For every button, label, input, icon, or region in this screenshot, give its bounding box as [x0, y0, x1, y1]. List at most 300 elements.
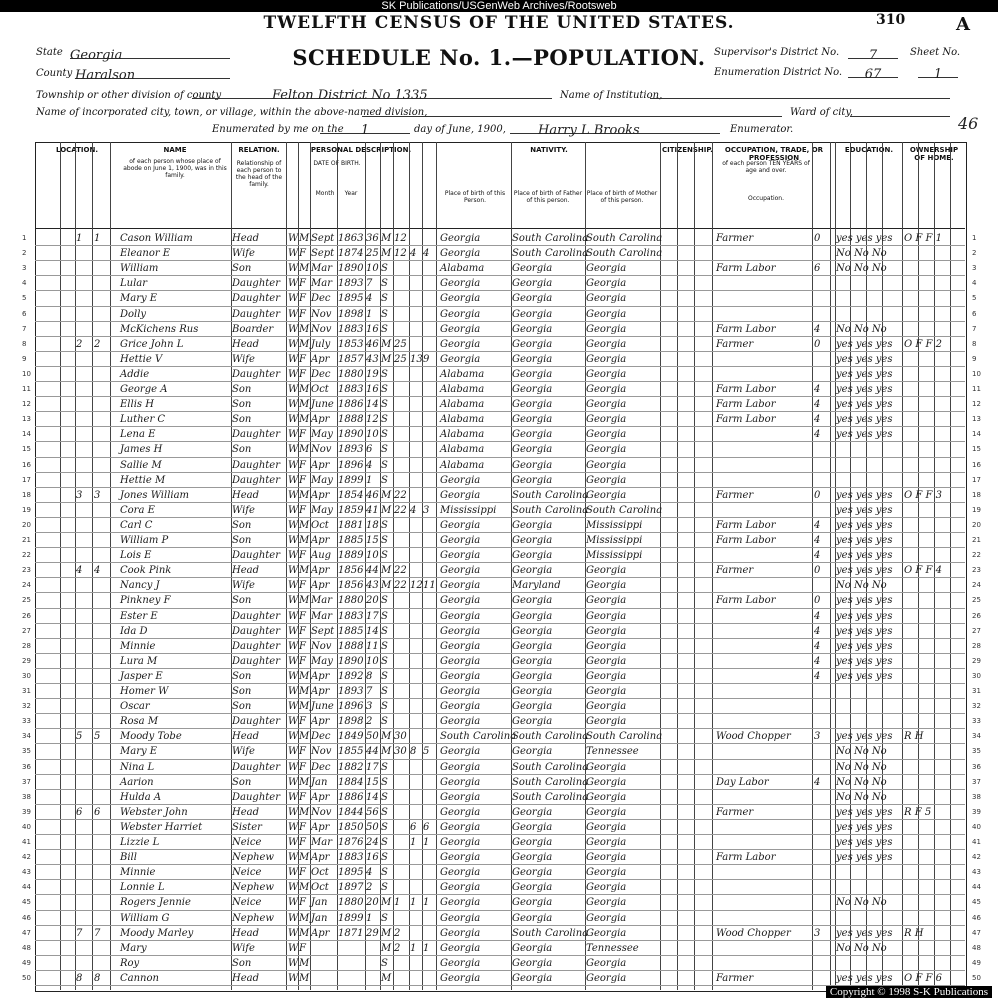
- cell-mpob: Georgia: [586, 580, 627, 592]
- cell-fam: [94, 442, 108, 457]
- cell-mu: [814, 578, 830, 593]
- cell-rel: Son: [232, 686, 252, 697]
- cell-year: 1896: [338, 701, 364, 713]
- cell-pob: Georgia: [440, 746, 481, 758]
- cell-mar: S: [381, 414, 388, 426]
- cell-pob: Georgia: [440, 686, 481, 697]
- cell-fam: [94, 412, 108, 427]
- cell-yrs: [394, 805, 408, 820]
- cell-b2: [423, 382, 435, 397]
- cell-mu: 6: [814, 263, 821, 275]
- cell-name: Hulda A: [120, 791, 162, 803]
- cell-b1: [410, 533, 422, 548]
- cell-fpob: Georgia: [512, 867, 553, 879]
- cell-mu: [814, 684, 830, 699]
- cell-age: 50: [366, 731, 379, 743]
- cell-b1: 1: [410, 942, 417, 954]
- line-number-right: 41: [972, 838, 981, 846]
- cell-own: R H: [904, 927, 924, 939]
- cell-mar: S: [381, 852, 388, 864]
- cell-b1: [410, 805, 422, 820]
- cell-pob: Georgia: [440, 640, 481, 652]
- cell-b2: [423, 307, 435, 322]
- day-value: 1: [360, 123, 370, 138]
- cell-age: 46: [366, 489, 379, 501]
- cell-b2: [423, 276, 435, 291]
- cell-own: [904, 775, 964, 790]
- cell-pob: Alabama: [440, 459, 485, 471]
- cell-yrs: 22: [394, 504, 407, 516]
- cell-sex: M: [299, 338, 310, 350]
- line-number-right: 32: [972, 702, 981, 711]
- cell-name: Webster John: [120, 806, 188, 818]
- cell-mar: M: [381, 504, 392, 516]
- cell-b1: [410, 548, 422, 563]
- cell-mpob: Georgia: [586, 655, 627, 667]
- cell-own: [904, 548, 964, 563]
- cell-rel: Son: [232, 444, 252, 456]
- cell-sex: M: [299, 972, 310, 984]
- cell-rel: Head: [232, 927, 260, 939]
- cell-pob: Georgia: [440, 323, 481, 335]
- line-number-right: 48: [972, 943, 981, 952]
- cell-mu: 4: [814, 399, 821, 411]
- cell-mu: 4: [814, 610, 821, 622]
- cell-color: W: [288, 852, 299, 864]
- cell-b2: 3: [423, 504, 430, 516]
- cell-dw: 6: [76, 806, 83, 818]
- cell-name: William P: [120, 535, 169, 546]
- cell-color: W: [288, 535, 299, 546]
- cell-edu: No No No: [836, 791, 887, 803]
- cell-sex: F: [299, 293, 306, 305]
- cell-own: [904, 261, 964, 276]
- cell-pob: Georgia: [440, 550, 481, 562]
- cell-mar: M: [381, 489, 392, 501]
- cell-b1: [410, 609, 422, 624]
- cell-color: W: [288, 655, 299, 667]
- cell-year: 1890: [338, 429, 364, 441]
- cell-dw: [76, 639, 90, 654]
- cell-mu: [814, 895, 830, 910]
- cell-yrs: [394, 971, 408, 986]
- cell-b2: [423, 518, 435, 533]
- line-number-right: 47: [972, 928, 981, 937]
- cell-own: [904, 503, 964, 518]
- cell-mpob: Georgia: [586, 489, 627, 501]
- cell-fpob: South Carolina: [512, 731, 589, 743]
- line-number: 31: [22, 687, 31, 695]
- cell-mu: [814, 246, 830, 261]
- cell-fpob: Georgia: [512, 535, 553, 546]
- cell-dw: [76, 911, 90, 926]
- column-divider: [660, 142, 661, 990]
- cell-sex: M: [299, 852, 310, 864]
- cell-age: 10: [366, 550, 379, 562]
- cell-pob: Georgia: [440, 489, 481, 501]
- cell-mpob: Georgia: [586, 474, 627, 486]
- cell-fam: [94, 865, 108, 880]
- cell-occ: [716, 442, 812, 457]
- cell-fpob: Georgia: [512, 429, 553, 441]
- cell-rel: Wife: [232, 504, 255, 516]
- line-number-right: 4: [972, 279, 977, 288]
- cell-yrs: [394, 307, 408, 322]
- cell-fpob: Georgia: [512, 565, 553, 577]
- header-month: Month: [315, 190, 335, 197]
- cell-sex: F: [299, 821, 306, 833]
- cell-fpob: Georgia: [512, 806, 553, 818]
- cell-mpob: Tennessee: [586, 942, 639, 954]
- cell-mar: S: [381, 776, 388, 788]
- cell-b2: [423, 775, 435, 790]
- cell-month: Aug: [311, 550, 332, 562]
- cell-fpob: South Carolina: [512, 776, 589, 788]
- cell-dw: [76, 820, 90, 835]
- cell-name: Hettie M: [120, 474, 166, 486]
- cell-sex: M: [299, 519, 310, 531]
- cell-own: [904, 760, 964, 775]
- cell-yrs: [394, 760, 408, 775]
- cell-mu: 4: [814, 384, 821, 395]
- cell-fam: [94, 941, 108, 956]
- cell-sex: F: [299, 474, 306, 486]
- cell-mpob: Tennessee: [586, 746, 639, 758]
- cell-name: Roy: [120, 957, 140, 969]
- cell-mar: S: [381, 323, 388, 335]
- cell-name: Moody Marley: [120, 927, 194, 939]
- cell-fam: [94, 669, 108, 684]
- cell-pob: Georgia: [440, 308, 481, 320]
- cell-color: W: [288, 353, 299, 365]
- cell-month: Dec: [311, 293, 331, 305]
- cell-month: Apr: [311, 821, 330, 833]
- header-name-desc: of each person whose place of abode on June 1, 1900, was in this family.: [123, 158, 227, 179]
- cell-yrs: 30: [394, 746, 407, 758]
- cell-age: 36: [366, 233, 379, 244]
- cell-b1: [410, 624, 422, 639]
- cell-color: W: [288, 278, 299, 290]
- census-title: TWELFTH CENSUS OF THE UNITED STATES.: [263, 13, 735, 33]
- cell-own: [904, 291, 964, 306]
- cell-b1: 4: [410, 504, 417, 516]
- cell-dw: [76, 699, 90, 714]
- institution-label: Name of Institution,: [560, 90, 663, 101]
- cell-year: 1876: [338, 837, 364, 848]
- cell-fpob: Georgia: [512, 640, 553, 652]
- cell-sex: M: [299, 414, 310, 426]
- cell-color: W: [288, 625, 299, 637]
- cell-own: [904, 941, 964, 956]
- cell-yrs: 25: [394, 338, 407, 350]
- cell-edu: yes yes yes: [836, 414, 893, 426]
- line-number-right: 3: [972, 264, 977, 273]
- cell-occ: Farm Labor: [716, 384, 776, 395]
- cell-mpob: Georgia: [586, 972, 627, 984]
- line-number: 37: [22, 777, 31, 786]
- cell-name: Hettie V: [120, 353, 163, 365]
- cell-b2: 9: [423, 353, 430, 365]
- cell-yrs: 12: [394, 248, 407, 260]
- line-number: 27: [22, 626, 31, 635]
- header-birth: DATE OF BIRTH.: [313, 160, 361, 167]
- cell-mar: M: [381, 746, 392, 758]
- cell-pob: South Carolina: [440, 731, 517, 743]
- cell-mu: [814, 473, 830, 488]
- cell-year: 1892: [338, 670, 364, 682]
- cell-sex: M: [299, 670, 310, 682]
- line-number: 44: [22, 883, 31, 892]
- cell-mu: 4: [814, 429, 821, 441]
- cell-year: 1881: [338, 519, 364, 531]
- cell-yrs: 12: [394, 233, 407, 244]
- cell-color: W: [288, 897, 299, 909]
- cell-own: [904, 895, 964, 910]
- cell-b2: [423, 805, 435, 820]
- cell-dw: [76, 533, 90, 548]
- cell-mar: S: [381, 670, 388, 682]
- cell-sex: F: [299, 837, 306, 848]
- cell-rel: Daughter: [232, 655, 280, 667]
- archive-source-banner: SK Publications/USGenWeb Archives/Rootsweb: [0, 0, 998, 12]
- cell-age: [366, 956, 380, 971]
- cell-age: 1: [366, 308, 373, 320]
- cell-occ: [716, 654, 812, 669]
- cell-year: [338, 971, 364, 986]
- cell-month: Apr: [311, 791, 330, 803]
- line-number: 18: [22, 490, 31, 499]
- cell-sex: F: [299, 867, 306, 879]
- cell-fpob: Georgia: [512, 519, 553, 531]
- cell-occ: [716, 760, 812, 775]
- cell-mpob: Georgia: [586, 897, 627, 909]
- cell-color: W: [288, 806, 299, 818]
- cell-edu: yes yes yes: [836, 972, 893, 984]
- cell-mpob: Georgia: [586, 459, 627, 471]
- cell-own: [904, 714, 964, 729]
- cell-year: [338, 956, 364, 971]
- cell-own: O F F 4: [904, 565, 942, 577]
- cell-age: 43: [366, 353, 379, 365]
- line-number: 35: [22, 747, 31, 756]
- cell-edu: [836, 458, 902, 473]
- cell-pob: Georgia: [440, 957, 481, 969]
- cell-occ: Farm Labor: [716, 535, 776, 546]
- cell-b2: [423, 714, 435, 729]
- cell-sex: M: [299, 957, 310, 969]
- cell-year: 1890: [338, 263, 364, 275]
- line-number-right: 45: [972, 898, 981, 907]
- cell-fpob: Georgia: [512, 459, 553, 471]
- cell-dw: [76, 322, 90, 337]
- cell-b1: [410, 382, 422, 397]
- cell-b1: [410, 865, 422, 880]
- cell-pob: Georgia: [440, 565, 481, 577]
- cell-b2: [423, 639, 435, 654]
- cell-occ: Farmer: [716, 233, 754, 244]
- cell-year: 1899: [338, 912, 364, 924]
- cell-b1: [410, 427, 422, 442]
- cell-mpob: Georgia: [586, 368, 627, 380]
- cell-year: [338, 941, 364, 956]
- header-pob-mother: Place of birth of Mother of this person.: [586, 190, 658, 204]
- cell-edu: yes yes yes: [836, 384, 893, 395]
- sheet-label: Sheet No.: [910, 47, 961, 58]
- incorporated-label: Name of incorporated city, town, or village, within the above-named division,: [36, 107, 428, 118]
- cell-sex: F: [299, 610, 306, 622]
- cell-pob: Georgia: [440, 535, 481, 546]
- cell-age: 44: [366, 746, 379, 758]
- cell-pob: Georgia: [440, 716, 481, 728]
- cell-dw: [76, 442, 90, 457]
- cell-pob: Georgia: [440, 293, 481, 305]
- cell-month: May: [311, 655, 333, 667]
- cell-mpob: Georgia: [586, 852, 627, 864]
- line-number: 10: [22, 369, 31, 378]
- cell-own: [904, 669, 964, 684]
- header-citizenship: CITIZENSHIP.: [662, 146, 713, 154]
- cell-name: McKichens Rus: [120, 323, 199, 335]
- cell-yrs: [394, 850, 408, 865]
- line-number: 40: [22, 822, 31, 831]
- cell-month: Jan: [311, 776, 328, 788]
- cell-fam: [94, 714, 108, 729]
- cell-rel: Son: [232, 670, 252, 682]
- cell-mpob: South Carolina: [586, 731, 663, 743]
- cell-own: [904, 442, 964, 457]
- cell-fpob: South Carolina: [512, 927, 589, 939]
- column-divider: [677, 142, 678, 990]
- cell-mar: S: [381, 399, 388, 411]
- cell-year: 1888: [338, 414, 364, 426]
- cell-fam: [94, 246, 108, 261]
- cell-month: [311, 971, 337, 986]
- enumeration-field: [848, 63, 898, 82]
- cell-b1: 8: [410, 746, 417, 758]
- cell-fam: [94, 322, 108, 337]
- cell-b1: [410, 291, 422, 306]
- cell-b2: 5: [423, 746, 430, 758]
- cell-age: 12: [366, 414, 379, 426]
- supervisor-value: 7: [868, 48, 878, 63]
- cell-b2: [423, 790, 435, 805]
- cell-occ: Farm Labor: [716, 263, 776, 275]
- cell-mar: S: [381, 263, 388, 275]
- cell-fam: [94, 911, 108, 926]
- cell-fpob: Georgia: [512, 837, 553, 848]
- header-relation-desc: Relationship of each person to the head of the family.: [235, 160, 283, 188]
- cell-year: 1856: [338, 580, 364, 592]
- cell-sex: M: [299, 927, 310, 939]
- cell-fpob: Georgia: [512, 670, 553, 682]
- cell-age: 17: [366, 610, 379, 622]
- cell-yrs: [394, 624, 408, 639]
- cell-age: 1: [366, 912, 373, 924]
- cell-name: Cook Pink: [120, 565, 172, 577]
- cell-fpob: Georgia: [512, 746, 553, 758]
- cell-occ: Farm Labor: [716, 399, 776, 411]
- cell-own: [904, 397, 964, 412]
- cell-edu: yes yes yes: [836, 368, 893, 380]
- cell-name: Cason William: [120, 233, 193, 244]
- cell-rel: Neice: [232, 837, 262, 848]
- cell-rel: Daughter: [232, 625, 280, 637]
- cell-edu: yes yes yes: [836, 625, 893, 637]
- cell-fam: [94, 382, 108, 397]
- cell-own: [904, 367, 964, 382]
- line-number: 19: [22, 505, 31, 514]
- cell-mpob: Georgia: [586, 867, 627, 879]
- cell-month: Apr: [311, 414, 330, 426]
- cell-occ: [716, 307, 812, 322]
- cell-edu: yes yes yes: [836, 353, 893, 365]
- cell-mar: S: [381, 837, 388, 848]
- ward-label: Ward of city,: [790, 107, 853, 118]
- cell-yrs: 25: [394, 353, 407, 365]
- cell-year: 1854: [338, 489, 364, 501]
- cell-sex: F: [299, 368, 306, 380]
- cell-mpob: Georgia: [586, 263, 627, 275]
- cell-yrs: [394, 684, 408, 699]
- line-number: 25: [22, 596, 31, 605]
- cell-sex: M: [299, 399, 310, 411]
- cell-own: [904, 820, 964, 835]
- cell-year: 1863: [338, 233, 364, 244]
- cell-color: W: [288, 972, 299, 984]
- cell-sex: M: [299, 444, 310, 456]
- cell-b2: [423, 926, 435, 941]
- cell-edu: No No No: [836, 580, 887, 592]
- township-value: Felton District No 1335: [272, 88, 428, 103]
- cell-edu: yes yes yes: [836, 504, 893, 516]
- cell-occ: Wood Chopper: [716, 927, 791, 939]
- line-number: 23: [22, 566, 31, 575]
- county-value: Haralson: [75, 68, 136, 83]
- cell-b2: [423, 231, 435, 246]
- supervisor-field: [848, 44, 898, 63]
- cell-dw: 3: [76, 489, 83, 501]
- cell-b1: [410, 412, 422, 427]
- cell-dw: [76, 458, 90, 473]
- cell-b2: [423, 609, 435, 624]
- cell-b1: [410, 397, 422, 412]
- cell-b1: 1: [410, 837, 417, 848]
- cell-month: June: [311, 701, 334, 713]
- cell-b1: [410, 322, 422, 337]
- cell-dw: 4: [76, 565, 83, 577]
- cell-sex: F: [299, 716, 306, 728]
- cell-rel: Daughter: [232, 459, 280, 471]
- cell-fpob: South Carolina: [512, 248, 589, 260]
- cell-fpob: Georgia: [512, 474, 553, 486]
- cell-dw: [76, 578, 90, 593]
- cell-rel: Head: [232, 806, 260, 818]
- cell-year: 1880: [338, 897, 364, 909]
- cell-fpob: South Carolina: [512, 504, 589, 516]
- cell-mu: 0: [814, 233, 821, 244]
- cell-yrs: 2: [394, 942, 401, 954]
- cell-year: 1871: [338, 927, 364, 939]
- cell-color: W: [288, 429, 299, 441]
- cell-own: [904, 835, 964, 850]
- cell-pob: Georgia: [440, 897, 481, 909]
- cell-color: W: [288, 610, 299, 622]
- cell-mar: S: [381, 278, 388, 290]
- cell-b1: [410, 956, 422, 971]
- cell-mu: 0: [814, 489, 821, 501]
- cell-dw: [76, 412, 90, 427]
- cell-sex: F: [299, 278, 306, 290]
